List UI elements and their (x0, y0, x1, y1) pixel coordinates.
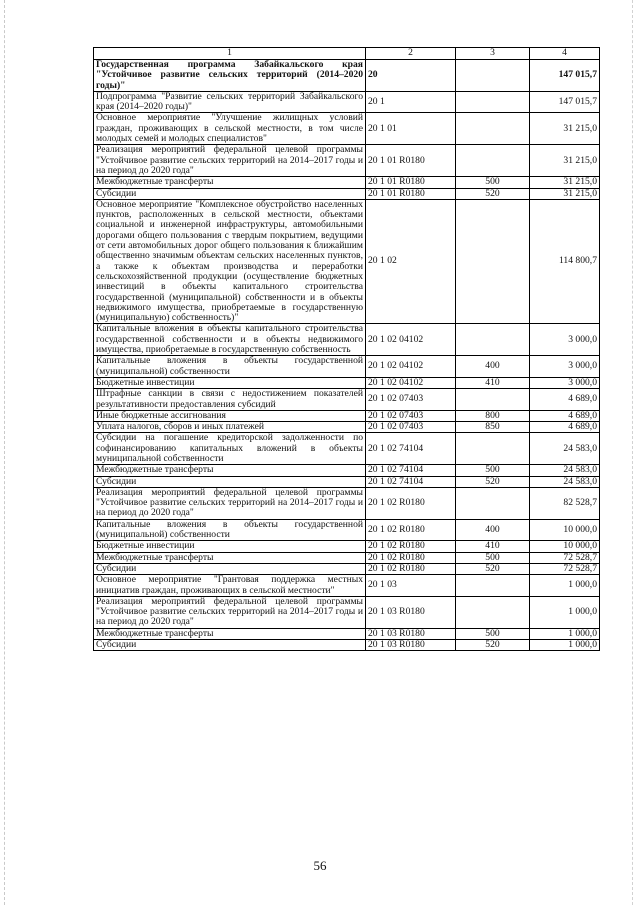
header-col-3: 3 (456, 48, 530, 60)
row-expense-type-cell (456, 60, 530, 92)
row-code-cell: 20 1 02 74104 (366, 433, 456, 465)
row-name-cell: Субсидии на погашение кредиторской задолженности по софинансированию капитальных вложений в объекты муниципальной собственности (94, 433, 366, 465)
table-row (94, 433, 600, 465)
row-name-cell: Межбюджетные трансферты (94, 465, 366, 476)
table-row (94, 177, 600, 188)
table-row (94, 422, 600, 433)
row-amount-cell: 10 000,0 (530, 519, 600, 541)
row-expense-type-cell (456, 575, 530, 597)
row-expense-type-cell: 400 (456, 519, 530, 541)
row-amount-cell: 10 000,0 (530, 541, 600, 552)
table-row (94, 410, 600, 421)
row-amount-cell: 82 528,7 (530, 487, 600, 519)
table-row (94, 552, 600, 563)
row-amount-cell: 31 215,0 (530, 188, 600, 199)
row-expense-type-cell: 520 (456, 476, 530, 487)
row-expense-type-cell: 520 (456, 563, 530, 574)
row-name-cell: Субсидии (94, 640, 366, 651)
row-expense-type-cell: 520 (456, 188, 530, 199)
row-code-cell: 20 1 02 (366, 199, 456, 324)
row-expense-type-cell: 400 (456, 356, 530, 378)
row-name-cell: Межбюджетные трансферты (94, 177, 366, 188)
row-name-cell: Подпрограмма "Развитие сельских территорий Забайкальского края (2014–2020 годы)" (94, 91, 366, 113)
row-amount-cell: 4 689,0 (530, 389, 600, 411)
row-code-cell: 20 1 01 (366, 113, 456, 145)
row-amount-cell: 3 000,0 (530, 324, 600, 356)
table-row (94, 377, 600, 388)
scan-edge-left (4, 0, 6, 905)
table-row (94, 563, 600, 574)
table-header-row (94, 48, 600, 60)
page-number: 56 (313, 858, 327, 873)
row-expense-type-cell: 520 (456, 640, 530, 651)
row-expense-type-cell (456, 199, 530, 324)
row-amount-cell: 3 000,0 (530, 377, 600, 388)
row-amount-cell: 24 583,0 (530, 476, 600, 487)
row-code-cell: 20 1 01 R0180 (366, 177, 456, 188)
table-row (94, 389, 600, 411)
row-code-cell: 20 1 02 R0180 (366, 552, 456, 563)
row-expense-type-cell (456, 324, 530, 356)
row-code-cell: 20 1 02 07403 (366, 389, 456, 411)
row-code-cell: 20 1 02 R0180 (366, 487, 456, 519)
row-expense-type-cell (456, 433, 530, 465)
row-name-cell: Межбюджетные трансферты (94, 552, 366, 563)
table-row (94, 640, 600, 651)
table-row (94, 596, 600, 628)
table-row (94, 60, 600, 92)
row-amount-cell: 72 528,7 (530, 563, 600, 574)
row-name-cell: Бюджетные инвестиции (94, 377, 366, 388)
row-amount-cell: 4 689,0 (530, 410, 600, 421)
row-code-cell: 20 1 02 R0180 (366, 563, 456, 574)
scan-edge-right (632, 0, 634, 905)
row-name-cell: Штрафные санкции в связи с недостижением показателей результативности предоставления субсидий (94, 389, 366, 411)
row-name-cell: Капитальные вложения в объекты государственной (муниципальной) собственности (94, 356, 366, 378)
table-body (94, 60, 600, 651)
row-name-cell: Реализация мероприятий федеральной целевой программы "Устойчивое развитие сельских территорий на 2014–2017 годы и на период до 2020 года" (94, 145, 366, 177)
row-expense-type-cell: 500 (456, 465, 530, 476)
row-amount-cell: 72 528,7 (530, 552, 600, 563)
row-code-cell: 20 1 03 R0180 (366, 640, 456, 651)
table-row (94, 465, 600, 476)
row-name-cell: Межбюджетные трансферты (94, 628, 366, 639)
row-amount-cell: 31 215,0 (530, 145, 600, 177)
row-amount-cell: 1 000,0 (530, 575, 600, 597)
table-row (94, 199, 600, 324)
row-code-cell: 20 1 02 04102 (366, 324, 456, 356)
row-name-cell: Капитальные вложения в объекты капитального строительства государственной собственности и в объекты недвижимого имущества, приобретаемые в государственную собственность (94, 324, 366, 356)
row-name-cell: Реализация мероприятий федеральной целевой программы "Устойчивое развитие сельских территорий на 2014–2017 годы и на период до 2020 года" (94, 596, 366, 628)
row-amount-cell: 1 000,0 (530, 628, 600, 639)
row-name-cell: Уплата налогов, сборов и иных платежей (94, 422, 366, 433)
row-amount-cell: 24 583,0 (530, 465, 600, 476)
row-name-cell: Субсидии (94, 476, 366, 487)
table-row (94, 324, 600, 356)
row-expense-type-cell (456, 389, 530, 411)
row-code-cell: 20 1 03 (366, 575, 456, 597)
row-expense-type-cell: 850 (456, 422, 530, 433)
row-name-cell: Субсидии (94, 188, 366, 199)
row-code-cell: 20 1 02 04102 (366, 377, 456, 388)
row-amount-cell: 147 015,7 (530, 60, 600, 92)
row-code-cell: 20 1 02 04102 (366, 356, 456, 378)
row-name-cell: Бюджетные инвестиции (94, 541, 366, 552)
table-row (94, 188, 600, 199)
row-name-cell: Основное мероприятие "Улучшение жилищных условий граждан, проживающих в сельской местности, в том числе молодых семей и молодых специалистов" (94, 113, 366, 145)
row-name-cell: Иные бюджетные ассигнования (94, 410, 366, 421)
row-code-cell: 20 (366, 60, 456, 92)
table-row (94, 476, 600, 487)
row-expense-type-cell: 500 (456, 552, 530, 563)
row-expense-type-cell: 500 (456, 177, 530, 188)
row-name-cell: Государственная программа Забайкальского края "Устойчивое развитие сельских территорий (2014–2020 годы)" (94, 60, 366, 92)
table-row (94, 487, 600, 519)
header-col-4: 4 (530, 48, 600, 60)
row-code-cell: 20 1 02 74104 (366, 465, 456, 476)
header-col-1: 1 (94, 48, 366, 60)
row-name-cell: Основное мероприятие "Комплексное обустройство населенных пунктов, расположенных в сельской местности, объектами социальной и инженерной инфраструктуры, автомобильными дорогами общего пользования с твердым покрытием, ведущими от сети автомобильных дорог общего пользования к ближайшим общественно значимым объектам сельских населенных пунктов, а также к объектам производства и переработки сельскохозяйственной продукции (осуществление бюджетных инвестиций в объекты капитального строительства государственной (муниципальной) собственности и в объекты недвижимого имущества, приобретаемые в государственную (муниципальную) собственность)" (94, 199, 366, 324)
table-row (94, 113, 600, 145)
row-code-cell: 20 1 02 74104 (366, 476, 456, 487)
row-amount-cell: 1 000,0 (530, 640, 600, 651)
row-expense-type-cell (456, 596, 530, 628)
row-expense-type-cell (456, 91, 530, 113)
table-row (94, 356, 600, 378)
row-name-cell: Капитальные вложения в объекты государственной (муниципальной) собственности (94, 519, 366, 541)
row-code-cell: 20 1 02 07403 (366, 422, 456, 433)
row-code-cell: 20 1 02 R0180 (366, 519, 456, 541)
row-amount-cell: 31 215,0 (530, 113, 600, 145)
table-row (94, 541, 600, 552)
row-amount-cell: 147 015,7 (530, 91, 600, 113)
row-amount-cell: 114 800,7 (530, 199, 600, 324)
budget-table (93, 47, 600, 651)
table-row (94, 145, 600, 177)
table-row (94, 91, 600, 113)
row-name-cell: Основное мероприятие "Грантовая поддержка местных инициатив граждан, проживающих в сельской местности" (94, 575, 366, 597)
row-expense-type-cell: 800 (456, 410, 530, 421)
row-code-cell: 20 1 01 R0180 (366, 188, 456, 199)
table-row (94, 628, 600, 639)
header-col-2: 2 (366, 48, 456, 60)
table-row (94, 575, 600, 597)
row-name-cell: Реализация мероприятий федеральной целевой программы "Устойчивое развитие сельских территорий на 2014–2017 годы и на период до 2020 года" (94, 487, 366, 519)
row-amount-cell: 4 689,0 (530, 422, 600, 433)
row-expense-type-cell (456, 487, 530, 519)
row-expense-type-cell (456, 113, 530, 145)
row-name-cell: Субсидии (94, 563, 366, 574)
row-amount-cell: 3 000,0 (530, 356, 600, 378)
row-code-cell: 20 1 03 R0180 (366, 596, 456, 628)
row-expense-type-cell: 410 (456, 541, 530, 552)
row-expense-type-cell (456, 145, 530, 177)
row-amount-cell: 31 215,0 (530, 177, 600, 188)
row-code-cell: 20 1 01 R0180 (366, 145, 456, 177)
table-row (94, 519, 600, 541)
row-expense-type-cell: 500 (456, 628, 530, 639)
row-amount-cell: 24 583,0 (530, 433, 600, 465)
row-code-cell: 20 1 02 07403 (366, 410, 456, 421)
row-amount-cell: 1 000,0 (530, 596, 600, 628)
row-code-cell: 20 1 03 R0180 (366, 628, 456, 639)
row-code-cell: 20 1 (366, 91, 456, 113)
row-code-cell: 20 1 02 R0180 (366, 541, 456, 552)
row-expense-type-cell: 410 (456, 377, 530, 388)
